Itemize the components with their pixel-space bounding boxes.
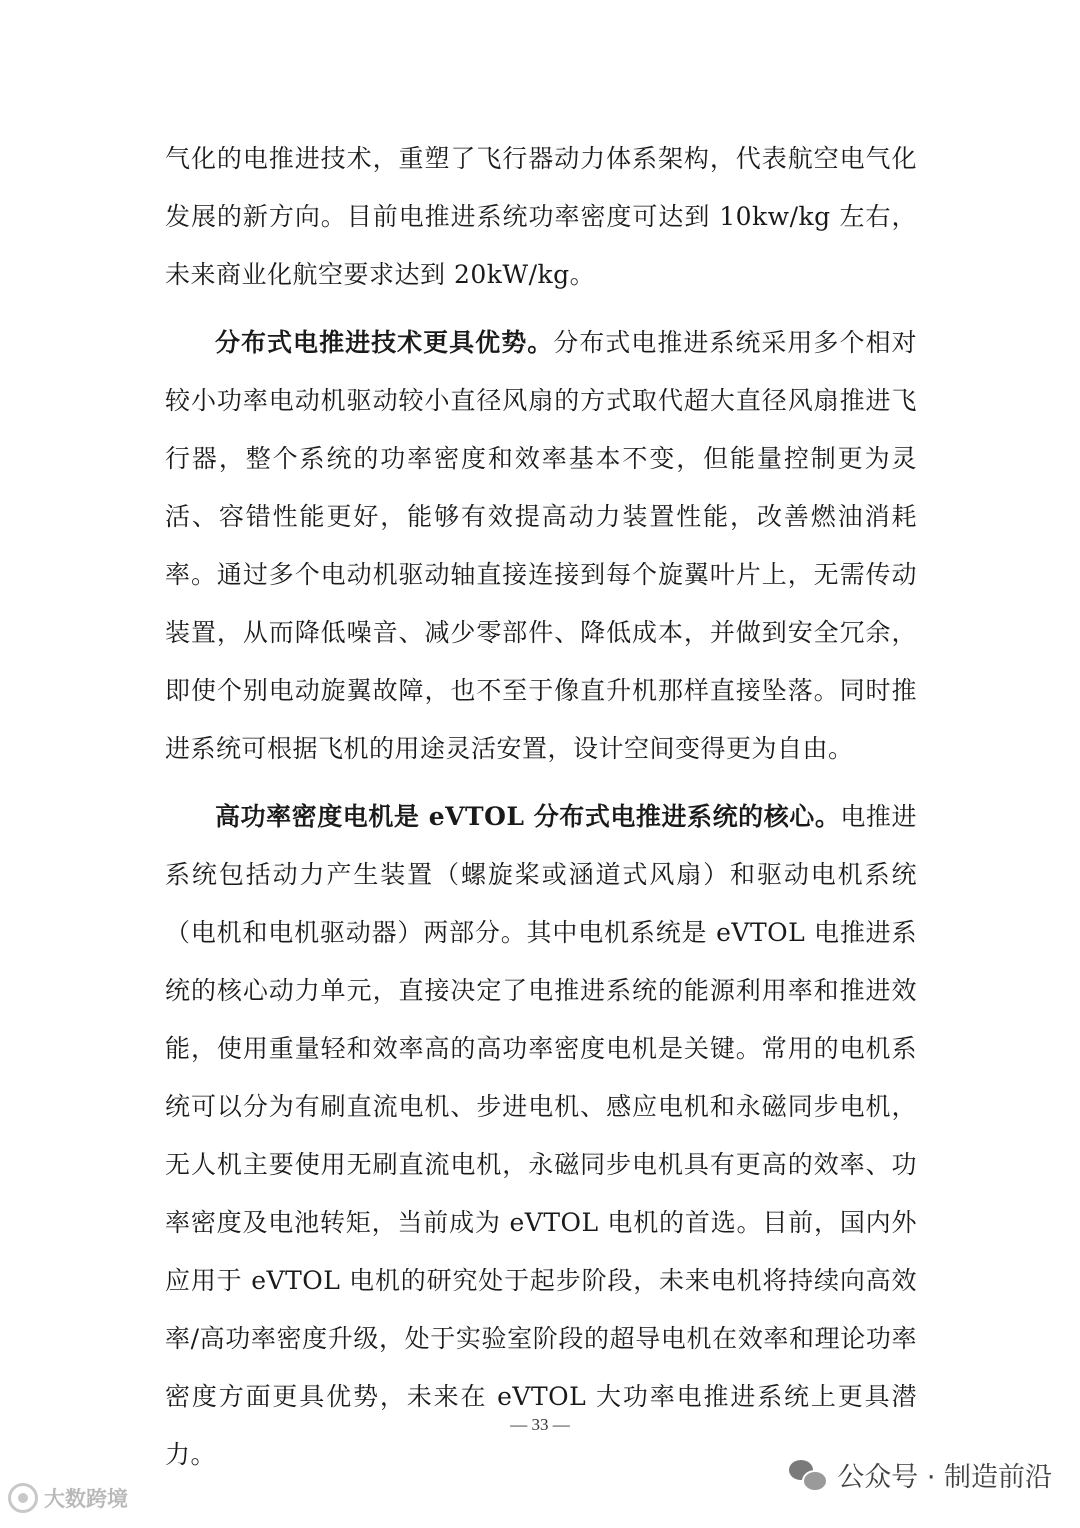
paragraph-2-lead: 分布式电推进技术更具优势。 (215, 328, 554, 357)
watermark-right (789, 1452, 1052, 1496)
paragraph-1-text: 气化的电推进技术，重塑了飞行器动力体系架构，代表航空电气化发展的新方向。目前电推进系统功率密度可达到 10kw/kg 左右，未来商业化航空要求达到 20kW/kg。 (165, 144, 917, 289)
paragraph-1 (165, 130, 917, 304)
watermark-right-text: 公众号 · 制造前沿 (837, 1461, 1052, 1493)
paragraph-2 (165, 314, 917, 778)
paragraph-3-lead: 高功率密度电机是 eVTOL 分布式电推进系统的核心。 (215, 802, 841, 831)
paragraph-3 (165, 788, 917, 1484)
paragraph-2-text: 分布式电推进系统采用多个相对较小功率电动机驱动较小直径风扇的方式取代超大直径风扇推进飞行器，整个系统的功率密度和效率基本不变，但能量控制更为灵活、容错性能更好，能够有效提高动力装置性能，改善燃油消耗率。通过多个电动机驱动轴直接连接到每个旋翼叶片上，无需传动装置，从而降低噪音、减少零部件、降低成本，并做到安全冗余，即使个别电动旋翼故障，也不至于像直升机那样直接坠落。同时推进系统可根据飞机的用途灵活安置，设计空间变得更为自由。 (165, 328, 917, 763)
brand-logo-icon (8, 1483, 38, 1513)
watermark-left-text: 大数跨境 (44, 1487, 128, 1511)
paragraph-3-text: 电推进系统包括动力产生装置（螺旋桨或涵道式风扇）和驱动电机系统（电机和电机驱动器）两部分。其中电机系统是 eVTOL 电推进系统的核心动力单元，直接决定了电推进系统的能源利用率和推进效能，使用重量轻和效率高的高功率密度电机是关键。常用的电机系统可以分为有刷直流电机、步进电机、感应电机和永磁同步电机，无人机主要使用无刷直流电机，永磁同步电机具有更高的效率、功率密度及电池转矩，当前成为 eVTOL 电机的首选。目前，国内外应用于 eVTOL 电机的研究处于起步阶段，未来电机将持续向高效率/高功率密度升级，处于实验室阶段的超导电机在效率和理论功率密度方面更具优势，未来在 eVTOL 大功率电推进系统上更具潜力。 (165, 802, 917, 1469)
body-text (165, 130, 917, 1484)
wechat-icon (789, 1458, 827, 1490)
page-number: — 33 — (510, 1415, 570, 1434)
watermark-left (8, 1480, 128, 1516)
